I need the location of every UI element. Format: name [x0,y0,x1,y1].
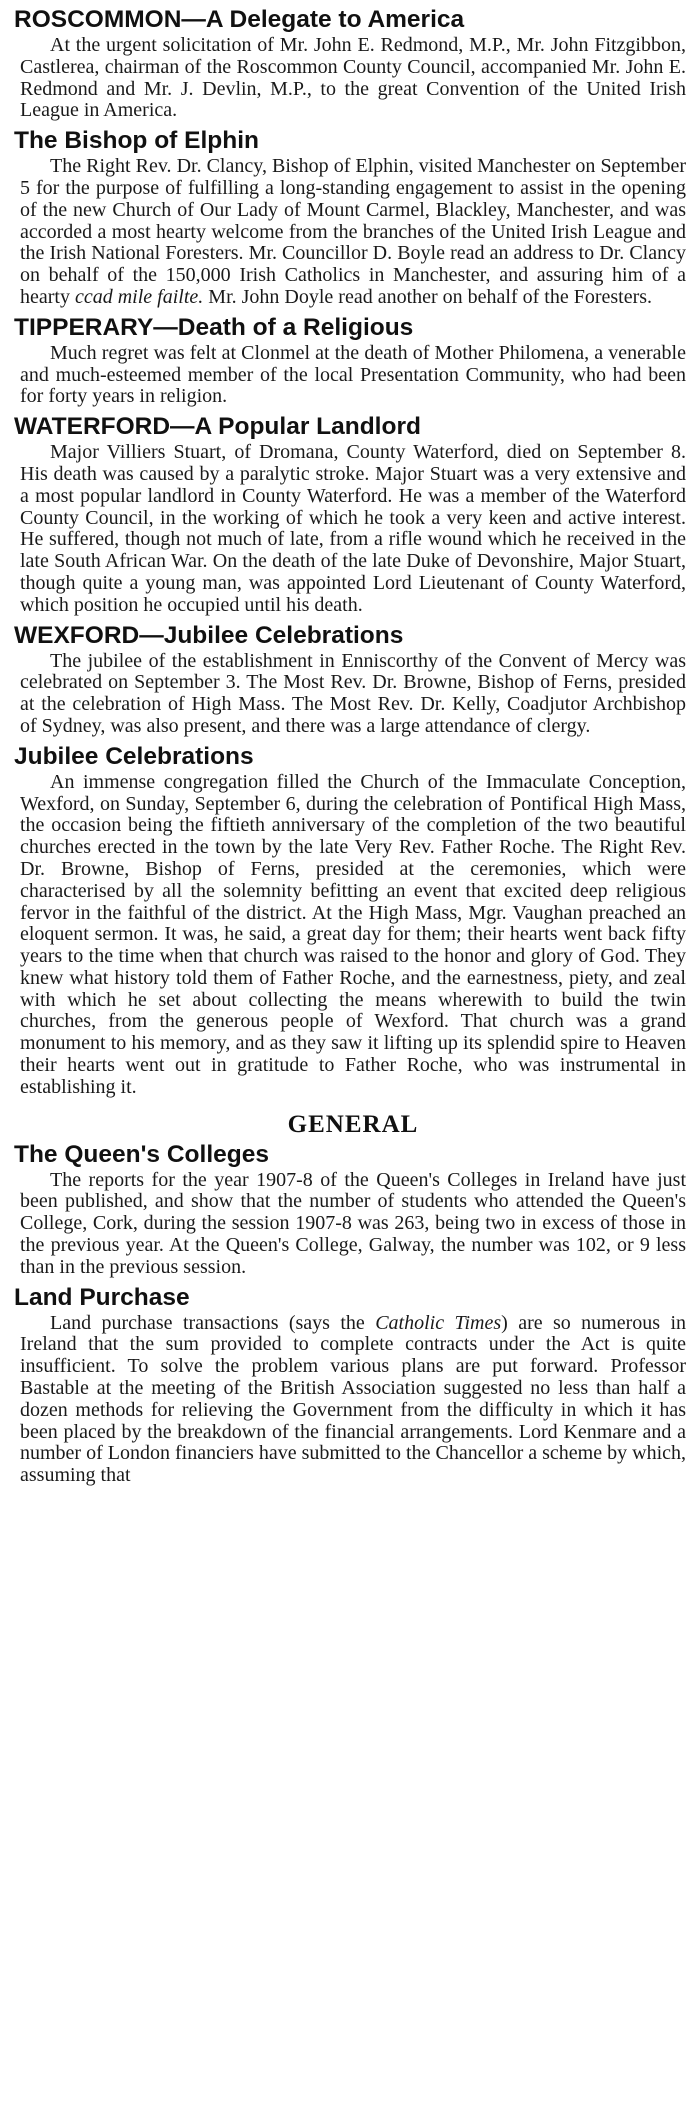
article-body: The jubilee of the establishment in Enniscorthy of the Convent of Mercy was celebrated on September 3. The Most Rev. Dr. Browne, Bishop of Ferns, presided at the celebration of High Mass. The Most Rev. Dr. Kelly, Coadjutor Archbishop of Sydney, was also present, and there was a large attendance of clergy. [20,649,686,737]
body-text: Land purchase transactions (says the [50,1311,376,1334]
article-body [20,156,686,309]
article-roscommon [14,6,686,122]
article-queens-colleges [14,1140,686,1279]
article-body: At the urgent solicitation of Mr. John E. Redmond, M.P., Mr. John Fitzgibbon, Castlerea, chairman of the Roscommon County Council, accompanied Mr. John E. Redmond and Mr. J. Devlin, M.P., to the great Convention of the United Irish League in America. [20,34,686,122]
article-jubilee-celebrations [14,742,686,1099]
article-body: Major Villiers Stuart, of Dromana, County Waterford, died on September 8. His death was caused by a paralytic stroke. Major Stuart was a very extensive and a most popular landlord in County Waterford. He was a member of the Waterford County Council, in the working of which he took a very keen and active interest. He suffered, though not much of late, from a rifle wound which he received in the late South African War. On the death of the late Duke of Devonshire, Major Stuart, though quite a young man, was appointed Lord Lieutenant of County Waterford, which position he occupied until his death. [20,441,686,616]
body-text: ) are so numerous in Ireland that the sum provided to complete contracts under the Act is quite insufficient. To solve the problem various plans are put forward. Professor Bastable at the meeting of the British Association suggested no less than half a dozen methods for relieving the Government from the difficulty in which it has been placed by the breakdown of the financial arrangements. Lord Kenmare and a number of London financiers have submitted to the Chancellor a scheme by which, assuming that [20,1311,687,1487]
article-heading: The Bishop of Elphin [14,127,259,155]
article-heading: WATERFORD—A Popular Landlord [14,413,421,441]
body-text: Mr. John Doyle read another on behalf of the Foresters. [203,285,653,308]
article-body: Much regret was felt at Clonmel at the death of Mother Philomena, a venerable and much-esteemed member of the local Presentation Community, who had been for forty years in religion. [20,341,686,408]
article-tipperary [14,313,686,408]
article-heading: The Queen's Colleges [14,1140,269,1168]
body-italic-text: ccad mile failte. [74,285,204,308]
article-bishop-of-elphin [14,127,686,309]
article-waterford [14,413,686,616]
article-heading: ROSCOMMON—A Delegate to America [14,6,465,33]
article-body: The reports for the year 1907-8 of the Queen's Colleges in Ireland have just been published, and show that the number of students who attended the Queen's College, Cork, during the session 1907-8 was 263, being two in excess of those in the previous year. At the Queen's College, Galway, the number was 102, or 9 less than in the previous session. [20,1168,686,1278]
article-heading: Jubilee Celebrations [14,742,254,770]
article-land-purchase [14,1283,687,1487]
article-body [20,1313,686,1487]
article-heading: WEXFORD—Jubilee Celebrations [14,621,404,649]
article-heading: TIPPERARY—Death of a Religious [14,313,414,341]
article-body: An immense congregation filled the Church of the Immaculate Conception, Wexford, on Sunday, September 6, during the celebration of Pontifical High Mass, the occasion being the fiftieth anniversary of the completion of the two beautiful churches erected in the town by the late Very Rev. Father Roche. The Right Rev. Dr. Browne, Bishop of Ferns, presided at the ceremonies, which were characterised by all the solemnity befitting an event that excited deep religious fervor in the faithful of the district. At the High Mass, Mgr. Vaughan preached an eloquent sermon. It was, he said, a great day for them; their hearts went back fifty years to the time when that church was raised to the honor and glory of God. They knew what history told them of Father Roche, and the earnestness, piety, and zeal with which he set about collecting the means wherewith to build the twin churches, from the generous people of Wexford. That church was a grand monument to his memory, and as they saw it lifting up its splendid spire to Heaven their hearts went out in gratitude to Father Roche, who was instrumental in establishing it. [20,770,686,1098]
article-heading: Land Purchase [14,1283,190,1311]
article-wexford [14,621,686,738]
body-text: The Right Rev. Dr. Clancy, Bishop of Elphin, visited Manchester on September 5 for the purpose of fulfilling a long-standing engagement to assist in the opening of the new Church of Our Lady of Mount Carmel, Blackley, Manchester, and was accorded a most hearty welcome from the branches of the United Irish League and the Irish National Foresters. Mr. Councillor D. Boyle read an address to Dr. Clancy on behalf of the 150,000 Irish Catholics in Manchester, and assuring him of a hearty [20,155,686,308]
body-italic-text: Catholic Times [375,1311,502,1334]
section-title: GENERAL [287,1110,419,1138]
